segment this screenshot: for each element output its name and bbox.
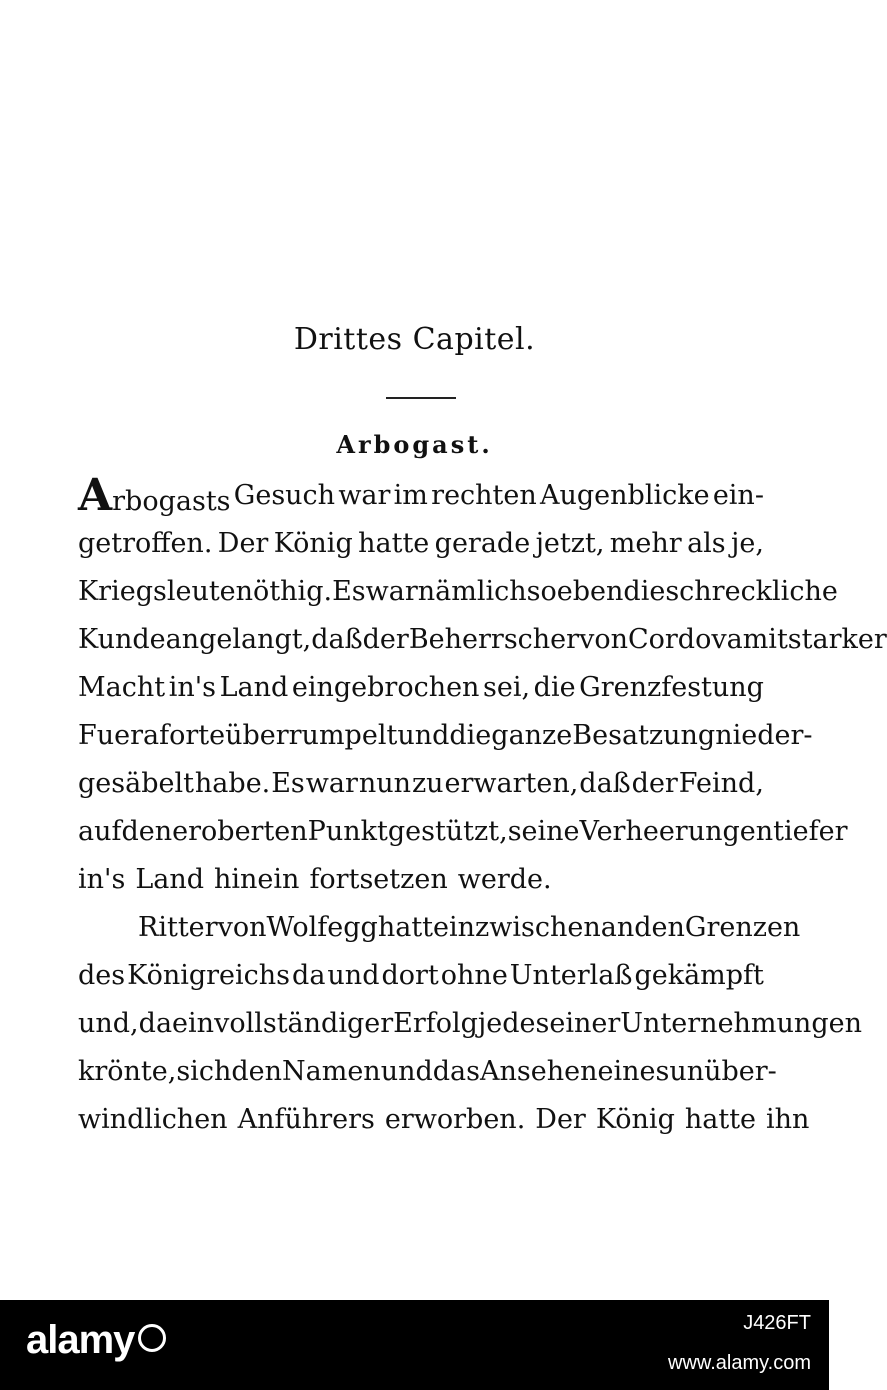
word: nieder-	[715, 720, 813, 751]
word: an	[600, 912, 635, 943]
word: starker	[787, 624, 887, 655]
body-text	[78, 470, 887, 1144]
word: Gesuch	[233, 480, 336, 511]
word: auf	[78, 816, 122, 847]
text-line	[78, 616, 887, 664]
word: das	[432, 1056, 481, 1087]
text-line	[78, 760, 764, 808]
word: und	[380, 1056, 433, 1087]
word: unüber-	[669, 1056, 777, 1087]
site-url: www.alamy.com	[668, 1352, 811, 1374]
word: Ritter	[138, 912, 218, 943]
word: Fueraforte	[78, 720, 226, 751]
word: eroberten	[172, 816, 308, 847]
word: daß	[311, 624, 363, 655]
title-divider	[386, 397, 456, 399]
word: den	[121, 816, 173, 847]
word: den	[634, 912, 685, 943]
word: rechten	[431, 480, 537, 511]
word: hinein	[214, 864, 300, 895]
word: Der	[535, 1104, 586, 1135]
word: ohne	[440, 960, 508, 991]
word: Unternehmungen	[620, 1008, 862, 1039]
word: gesäbelt	[78, 768, 194, 799]
word: rbogasts	[112, 486, 231, 517]
word: sich	[176, 1056, 232, 1087]
word: eines	[597, 1056, 670, 1087]
word: Ansehen	[480, 1056, 598, 1087]
word: da	[292, 960, 326, 991]
word: Anführers	[237, 1104, 375, 1135]
word: Der	[217, 528, 269, 559]
word: Unterlaß	[509, 960, 633, 991]
word: Cordova	[627, 624, 743, 655]
word: Kunde	[78, 624, 166, 655]
word: der	[631, 768, 678, 799]
word: die	[623, 576, 666, 607]
word: jede	[477, 1008, 536, 1039]
section-title: Arbogast.	[336, 430, 493, 459]
word: in's	[168, 672, 216, 703]
word: gestützt,	[387, 816, 508, 847]
word: war	[305, 768, 358, 799]
word: Besatzung	[572, 720, 716, 751]
word: die	[533, 672, 576, 703]
word: angelangt,	[165, 624, 312, 655]
word: krönte,	[78, 1056, 177, 1087]
word: eben	[556, 576, 624, 607]
word: Punkt	[307, 816, 388, 847]
word: ein-	[712, 480, 764, 511]
word: Augenblicke	[540, 480, 710, 511]
word: ein	[172, 1008, 215, 1039]
word: werde.	[457, 864, 552, 895]
word: zu	[411, 768, 444, 799]
word: Erfolg	[393, 1008, 478, 1039]
word: gerade	[434, 528, 531, 559]
logo-mark-icon	[138, 1324, 166, 1352]
word: den	[231, 1056, 282, 1087]
word: tiefer	[773, 816, 848, 847]
word: getroffen.	[78, 528, 213, 559]
word: und	[327, 960, 380, 991]
word: da	[138, 1008, 173, 1039]
word: ganze	[491, 720, 573, 751]
word: nun	[358, 768, 411, 799]
word: hatte	[684, 1104, 757, 1135]
text-line	[78, 808, 848, 856]
word: Es	[271, 768, 305, 799]
word: die	[449, 720, 492, 751]
word: Königreichs	[127, 960, 291, 991]
word: ihn	[766, 1104, 810, 1135]
text-line	[78, 712, 813, 760]
word: gekämpft	[634, 960, 764, 991]
word: Feind,	[678, 768, 764, 799]
word: hatte	[358, 528, 430, 559]
word: von	[217, 912, 267, 943]
word: vollständiger	[214, 1008, 394, 1039]
word: seine	[507, 816, 580, 847]
word: schreckliche	[665, 576, 838, 607]
word: der	[362, 624, 409, 655]
word: nämlich	[417, 576, 527, 607]
word: Land	[135, 864, 205, 895]
word: und,	[78, 1008, 139, 1039]
word: fortsetzen	[309, 864, 448, 895]
watermark-logo: alamy	[26, 1318, 166, 1363]
text-line	[78, 664, 764, 712]
word: von	[579, 624, 628, 655]
text-line	[78, 472, 764, 520]
text-line	[78, 1096, 810, 1144]
word: Grenzfestung	[579, 672, 764, 703]
word: war	[338, 480, 391, 511]
word: eingebrochen	[291, 672, 480, 703]
word: Kriegsleute	[78, 576, 236, 607]
word: mehr	[609, 528, 682, 559]
word: Namen	[282, 1056, 381, 1087]
word: und	[397, 720, 450, 751]
drop-cap: A	[78, 470, 113, 521]
word: in's	[78, 864, 126, 895]
first-word	[78, 472, 231, 520]
watermark-banner	[0, 1300, 829, 1390]
word: König	[273, 528, 353, 559]
word: nöthig.	[235, 576, 333, 607]
text-line	[78, 904, 801, 952]
text-line	[78, 856, 764, 904]
word: Wolfegg	[266, 912, 378, 943]
word: erwarten,	[444, 768, 579, 799]
word: im	[393, 480, 428, 511]
word: Verheerungen	[579, 816, 774, 847]
text-line	[78, 520, 764, 568]
image-id: J426FT	[743, 1312, 811, 1334]
word: dort	[381, 960, 439, 991]
word: Macht	[78, 672, 166, 703]
text-line	[78, 568, 838, 616]
word: hatte	[377, 912, 449, 943]
word: mit	[742, 624, 788, 655]
word: habe.	[194, 768, 271, 799]
word: König	[595, 1104, 675, 1135]
text-line	[78, 1000, 862, 1048]
word: je,	[731, 528, 764, 559]
text-line	[78, 952, 764, 1000]
word: des	[78, 960, 126, 991]
word: inzwischen	[449, 912, 601, 943]
word: Beherrscher	[408, 624, 580, 655]
text-line	[78, 1048, 777, 1096]
word: war	[365, 576, 418, 607]
chapter-title: Drittes Capitel.	[293, 322, 536, 357]
word: sei,	[483, 672, 531, 703]
word: überrumpelt	[225, 720, 398, 751]
word: jetzt,	[535, 528, 605, 559]
word: windlichen	[78, 1104, 228, 1135]
word: erworben.	[384, 1104, 526, 1135]
word: Grenzen	[684, 912, 801, 943]
word: als	[687, 528, 726, 559]
word: Es	[332, 576, 366, 607]
word: Land	[219, 672, 289, 703]
word: seiner	[535, 1008, 621, 1039]
word: daß	[579, 768, 631, 799]
word: so	[526, 576, 557, 607]
